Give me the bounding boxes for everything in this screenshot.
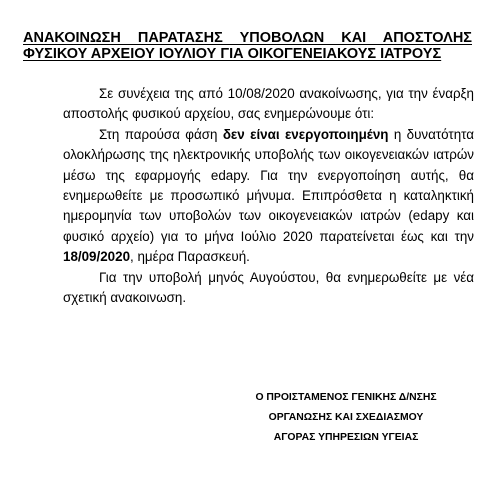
main-text-part2: η δυνατότητα ολοκλήρωσης της ηλεκτρονικής υποβολής των οικογενειακών ιατρών μέσω της εφαρμογής edapy. Για την ενεργοποίηση αυτής, θα ενημερωθείτε με προσωπικό μήνυμα. Επιπρόσθετα η καταληκτική ημερομηνία των υποβολών των οικογενειακών ιατρών (edapy και φυσικό αρχείο) για το μήνα Ιούλιο 2020 παρατείνεται έως και την — [63, 126, 474, 244]
signature-line-2: ΟΡΓΑΝΩΣΗΣ ΚΑΙ ΣΧΕΔΙΑΣΜΟΥ — [268, 412, 424, 423]
main-paragraph — [63, 125, 474, 268]
signature-line-3: ΑΓΟΡΑΣ ΥΠΗΡΕΣΙΩΝ ΥΓΕΙΑΣ — [273, 432, 419, 443]
intro-paragraph: Σε συνέχεια της από 10/08/2020 ανακοίνωσης, για την έναρξη αποστολής φυσικού αρχείου, σας ενημερώνουμε ότι: — [63, 86, 474, 122]
main-text-part3: , ημέρα Παρασκευή. — [130, 249, 250, 265]
signature-block — [236, 388, 456, 448]
deadline-date: 18/09/2020 — [63, 249, 131, 265]
closing-paragraph: Για την υποβολή μηνός Αυγούστου, θα ενημερωθείτε με νέα σχετική ανακοινωση. — [63, 269, 474, 306]
announcement-body — [63, 84, 474, 308]
announcement-title: ΑΝΑΚΟΙΝΩΣΗ ΠΑΡΑΤΑΣΗΣ ΥΠΟΒΟΛΩΝ ΚΑΙ ΑΠΟΣΤΟΛΗΣ ΦΥΣΙΚΟΥ ΑΡΧΕΙΟΥ ΙΟΥΛΙΟΥ ΓΙΑ ΟΙΚΟΓΕΝΕΙΑΚΟΥΣ ΙΑΤΡΟΥΣ — [23, 30, 472, 62]
disabled-status-emphasis: δεν είναι ενεργοποιημένη — [222, 126, 389, 142]
main-text-part1: Στη παρούσα φάση — [99, 126, 223, 142]
signature-line-1: Ο ΠΡΟΙΣΤΑΜΕΝΟΣ ΓΕΝΙΚΗΣ Δ/ΝΣΗΣ — [255, 392, 437, 403]
